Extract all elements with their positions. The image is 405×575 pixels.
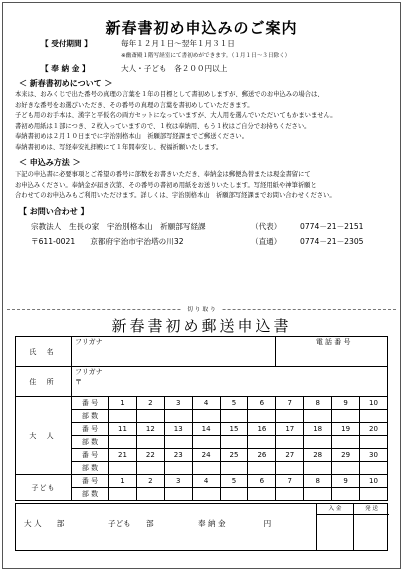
child-number: 1 — [109, 475, 137, 488]
adult-number: 28 — [304, 449, 332, 462]
name-furigana: フリガナ — [75, 338, 103, 346]
name-label: 氏 名 — [16, 337, 72, 367]
copies-cell[interactable] — [192, 462, 220, 475]
child-number: 5 — [220, 475, 248, 488]
postal-mark: 〒 — [75, 378, 82, 386]
cut-line — [3, 304, 400, 314]
copies-cell[interactable] — [248, 488, 276, 501]
copies-cell[interactable] — [220, 488, 248, 501]
adult-number: 22 — [136, 449, 164, 462]
copies-cell[interactable] — [192, 436, 220, 449]
summary-adult: 大 人 部 — [24, 519, 65, 528]
copies-cell[interactable] — [109, 410, 137, 423]
copies-cell[interactable] — [332, 436, 360, 449]
adult-label: 大 人 — [16, 397, 72, 475]
adult-number: 5 — [220, 397, 248, 410]
adult-number: 19 — [332, 423, 360, 436]
copies-cell[interactable] — [164, 410, 192, 423]
section-about-text — [15, 90, 337, 153]
section-method-text — [15, 170, 336, 202]
child-number: 4 — [192, 475, 220, 488]
adult-number: 26 — [248, 449, 276, 462]
number-label: 番 号 — [72, 423, 109, 436]
section-about-heading: ＜ 新春書初めについて ＞ — [19, 79, 113, 88]
method-line: 合わせてのお申込みもご利用いただけます。詳しくは、宇治別格本山 祈願部写経課までお問い合わせください。 — [15, 192, 336, 199]
summary-child: 子ども 部 — [108, 519, 154, 528]
adult-number: 23 — [164, 449, 192, 462]
rep-label: （代表） — [251, 222, 282, 231]
adult-number: 17 — [276, 423, 304, 436]
cut-label: 切 り 取 り — [181, 304, 222, 313]
postal-address: 〒611-0021 京都府宇治市宇治塔の川32 — [31, 237, 184, 246]
direct-label: （直通） — [251, 237, 282, 246]
copies-cell[interactable] — [136, 462, 164, 475]
copies-cell[interactable] — [304, 410, 332, 423]
adult-number: 7 — [276, 397, 304, 410]
copies-cell[interactable] — [332, 488, 360, 501]
adult-number: 10 — [360, 397, 388, 410]
copies-cell[interactable] — [136, 488, 164, 501]
adult-number: 4 — [192, 397, 220, 410]
adult-number: 21 — [109, 449, 137, 462]
period-value: 毎年１２月１日〜翌年１月３１日 — [121, 39, 235, 48]
method-line: お申込みください。奉納金が届き次第、その番号の書初め用紙をお送りいたします。写経用紙や神筆祈願と — [15, 181, 317, 189]
direct-phone: 0774－21－2305 — [300, 237, 364, 246]
adult-number: 1 — [109, 397, 137, 410]
copies-cell[interactable] — [360, 488, 388, 501]
phone-label: 電 話 番 号 — [315, 338, 351, 346]
copies-cell[interactable] — [220, 436, 248, 449]
period-note: ※幽斎殿１階写経室にて書初めができます。（１月１日〜３日除く） — [121, 53, 291, 59]
copies-cell[interactable] — [276, 462, 304, 475]
stamp-divider — [353, 515, 354, 550]
adult-number: 14 — [192, 423, 220, 436]
number-label: 番 号 — [72, 449, 109, 462]
copies-cell[interactable] — [136, 410, 164, 423]
copies-cell[interactable] — [332, 410, 360, 423]
copies-cell[interactable] — [164, 436, 192, 449]
org-line: 宗教法人 生長の家 宇治別格本山 祈願部写経課 — [31, 222, 206, 231]
adult-number: 24 — [192, 449, 220, 462]
adult-number: 12 — [136, 423, 164, 436]
copies-cell[interactable] — [276, 488, 304, 501]
child-number: 2 — [136, 475, 164, 488]
fee-value: 大人・子ども 各２００円以上 — [121, 64, 228, 73]
name-field[interactable] — [72, 337, 276, 367]
contact-heading: 【 お問い合わせ 】 — [19, 207, 89, 216]
number-label: 番 号 — [72, 397, 109, 410]
child-number: 6 — [248, 475, 276, 488]
adult-number: 3 — [164, 397, 192, 410]
application-form — [15, 336, 388, 501]
adult-number: 30 — [360, 449, 388, 462]
copies-cell[interactable] — [276, 436, 304, 449]
child-number: 9 — [332, 475, 360, 488]
copies-cell[interactable] — [304, 462, 332, 475]
summary-fee: 奉 納 金 円 — [198, 519, 272, 528]
copies-cell[interactable] — [248, 436, 276, 449]
adult-number: 27 — [276, 449, 304, 462]
copies-cell[interactable] — [109, 462, 137, 475]
about-line: 奉納書初めは、写経奉安礼拝殿にて１年間奉安し、祝福祈願いたします。 — [15, 143, 223, 151]
copies-cell[interactable] — [360, 462, 388, 475]
adult-number: 2 — [136, 397, 164, 410]
child-number: 8 — [304, 475, 332, 488]
adult-number: 29 — [332, 449, 360, 462]
copies-cell[interactable] — [360, 436, 388, 449]
child-number: 7 — [276, 475, 304, 488]
adult-number: 13 — [164, 423, 192, 436]
copies-cell[interactable] — [248, 462, 276, 475]
child-number: 10 — [360, 475, 388, 488]
section-method-heading: ＜ 申込み方法 ＞ — [19, 158, 81, 167]
number-label: 番 号 — [72, 475, 109, 488]
about-line: 子ども用のお手本は、漢字と平仮名の両方セットになっていますが、大人用を選んでいただいてもかまいません。 — [15, 112, 337, 119]
copies-cell[interactable] — [136, 436, 164, 449]
copies-cell[interactable] — [192, 488, 220, 501]
received-label: 入 金 — [317, 504, 354, 515]
copies-cell[interactable] — [220, 462, 248, 475]
page-title: 新春書初め申込みのご案内 — [105, 19, 298, 37]
adult-number: 9 — [332, 397, 360, 410]
adult-number: 11 — [109, 423, 137, 436]
copies-cell[interactable] — [248, 410, 276, 423]
adult-number: 16 — [248, 423, 276, 436]
copies-cell[interactable] — [192, 410, 220, 423]
about-line: 書初め用紙は１部につき、２枚入っていますので、１枚は奉納用、もう１枚はご自分でお持ちください。 — [15, 122, 311, 130]
copies-cell[interactable] — [332, 462, 360, 475]
address-field[interactable] — [72, 367, 388, 397]
period-label: 【 受付期間 】 — [41, 39, 92, 48]
rep-phone: 0774－21－2151 — [300, 222, 364, 231]
copies-cell[interactable] — [109, 436, 137, 449]
copies-cell[interactable] — [164, 462, 192, 475]
adult-number: 18 — [304, 423, 332, 436]
form-title: 新春書初め郵送申込書 — [111, 317, 292, 335]
sent-label: 発 送 — [354, 504, 389, 515]
copies-label: 部 数 — [72, 462, 109, 475]
copies-cell[interactable] — [220, 410, 248, 423]
copies-cell[interactable] — [304, 436, 332, 449]
phone-field[interactable] — [276, 337, 388, 367]
copies-cell[interactable] — [164, 488, 192, 501]
application-sheet — [2, 2, 401, 569]
adult-number: 6 — [248, 397, 276, 410]
method-line: 下記の申込書に必要事項とご希望の番号に部数をお書きいただき、奉納金は郵便為替または現金書留にて — [15, 171, 311, 178]
adult-number: 15 — [220, 423, 248, 436]
address-label: 住 所 — [16, 367, 72, 397]
copies-label: 部 数 — [72, 436, 109, 449]
copies-cell[interactable] — [109, 488, 137, 501]
copies-label: 部 数 — [72, 410, 109, 423]
address-furigana: フリガナ — [75, 368, 103, 376]
adult-number: 8 — [304, 397, 332, 410]
adult-number: 25 — [220, 449, 248, 462]
about-line: 本来は、おみくじで出た番号の真理の言葉を１年の目標として書初めしますが、郵送でのお申込みの場合は、 — [15, 91, 324, 98]
copies-cell[interactable] — [360, 410, 388, 423]
copies-label: 部 数 — [72, 488, 109, 501]
about-line: お好きな番号をお選びいただき、その番号の真理の言葉を書初めしていただきます。 — [15, 101, 254, 109]
fee-label: 【 奉 納 金 】 — [41, 64, 90, 73]
summary-box — [15, 503, 388, 551]
adult-number: 20 — [360, 423, 388, 436]
about-line: 奉納書初めは２月１０日までに宇治別格本山 祈願部写経課までご郵送ください。 — [15, 133, 248, 140]
copies-cell[interactable] — [304, 488, 332, 501]
copies-cell[interactable] — [276, 410, 304, 423]
child-label: 子ども — [16, 475, 72, 501]
child-number: 3 — [164, 475, 192, 488]
